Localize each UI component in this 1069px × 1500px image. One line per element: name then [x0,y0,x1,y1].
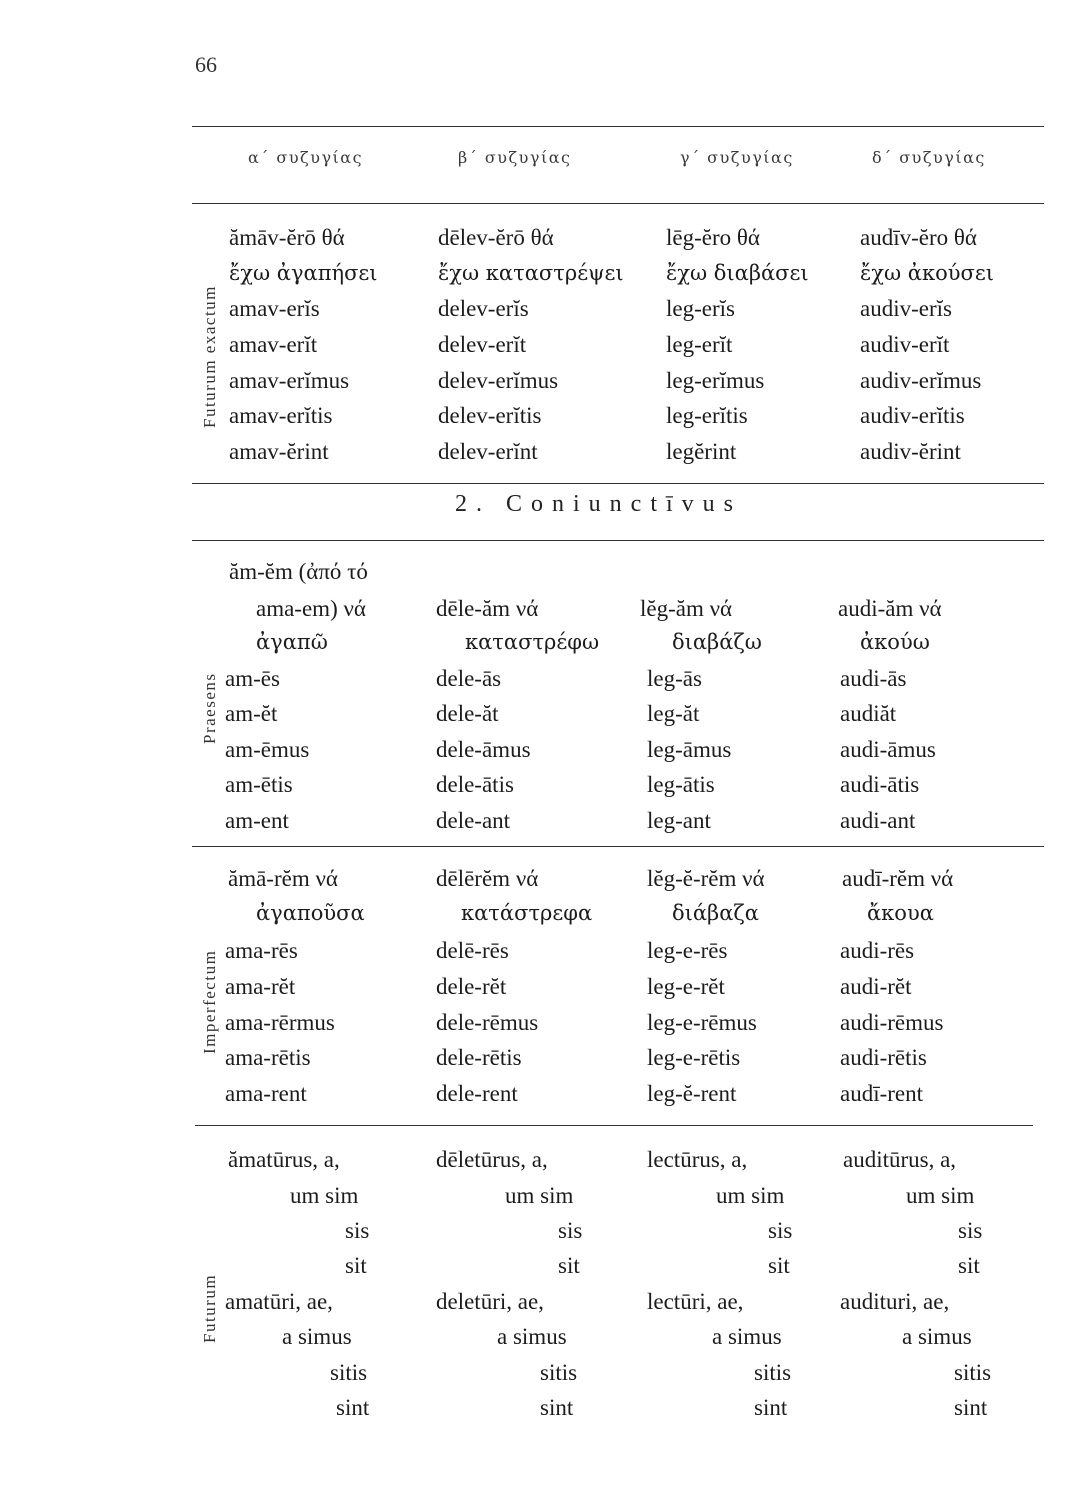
pr-cell: leg-ăt [647,701,700,726]
im-cell: audi-rēmus [840,1010,944,1035]
fu-cell: ămatūrus, a, [228,1147,340,1172]
im-cell: delē-rēs [436,938,509,963]
im-cell: dele-rent [436,1081,518,1106]
im-cell: leg-ĕ-rent [647,1081,737,1106]
pr-cell: audi-ātis [840,772,920,797]
im-cell: lĕg-ĕ-rĕm νά [647,866,765,891]
fe-cell: audiv-erĭt [860,332,950,357]
praesens-rule [192,846,1044,847]
fe-cell: amav-erĭtis [229,403,333,428]
fe-cell: delev-erĭmus [438,368,559,393]
fu-cell: sint [336,1395,370,1420]
fe-cell: leg-erĭtis [666,403,748,428]
fe-cell: ἔχω ἀκούσει [860,261,994,285]
fe-cell: leg-erĭmus [666,368,765,393]
pr-cell: dele-ăt [436,701,499,726]
pr-cell: ἀκούω [860,630,930,654]
pr-cell: dele-ātis [436,772,514,797]
pr-cell: leg-ant [647,808,711,833]
pr-cell: καταστρέφω [465,630,600,654]
column-header-3: γ΄ συζυγίας [680,148,794,167]
im-cell: leg-e-rēmus [647,1010,757,1035]
fu-cell: audituri, ae, [840,1289,950,1314]
fu-cell: sis [345,1218,370,1243]
pr-cell: dele-ant [436,808,511,833]
pr-cell: διαβάζω [672,630,762,654]
pr-cell: leg-āmus [647,737,732,762]
fe-cell: dēlev-ĕrō θά [438,225,554,250]
fe-cell: amav-erĭs [229,296,320,321]
fe-cell: ἔχω ἀγαπήσει [229,261,378,285]
fe-cell: ămāv-ĕrō θά [229,225,345,250]
fu-cell: sit [958,1253,980,1278]
fu-cell: sint [540,1395,574,1420]
column-header-1: α΄ συζυγίας [248,148,364,167]
imperfectum-rule [195,1125,1033,1126]
pr-cell: audi-ăm νά [838,596,942,621]
im-cell: dele-rēmus [436,1010,539,1035]
fe-cell: lēg-ĕro θά [666,225,760,250]
pr-cell: am-ētis [225,772,293,797]
fu-cell: sitis [540,1360,578,1385]
fu-cell: um sim [505,1183,574,1208]
praesens-label: Praesens [200,672,219,744]
fe-cell: ἔχω διαβάσει [666,261,809,285]
fu-cell: sit [558,1253,580,1278]
column-header-2: β΄ συζυγίας [458,148,572,167]
fu-cell: sit [768,1253,790,1278]
fe-cell: legĕrint [666,439,737,464]
im-cell: διάβαζα [672,901,759,925]
pr-cell: am-ent [225,808,289,833]
im-cell: ama-rēs [225,938,298,963]
fu-cell: sis [768,1218,793,1243]
fu-cell: a simus [282,1324,352,1349]
fe-cell: audiv-erĭs [860,296,952,321]
im-cell: audi-rĕt [840,974,912,999]
pr-cell: am-ēs [225,666,280,691]
im-cell: dēlērĕm νά [436,866,539,891]
fu-cell: lectūri, ae, [647,1289,744,1314]
fu-cell: sitis [954,1360,992,1385]
imperfectum-label: Imperfectum [200,949,219,1054]
pr-cell: audi-āmus [840,737,936,762]
fe-cell: audiv-ĕrint [860,439,961,464]
fu-cell: amatūri, ae, [225,1289,333,1314]
fe-cell: leg-erĭt [666,332,733,357]
fe-cell: ἔχω καταστρέψει [438,261,624,285]
fu-cell: sitis [754,1360,792,1385]
fu-cell: a simus [497,1324,567,1349]
pr-cell: am-ĕt [225,701,278,726]
fu-cell: auditūrus, a, [843,1147,957,1172]
fe-cell: amav-erĭt [229,332,318,357]
fu-cell: sis [958,1218,983,1243]
fu-cell: um sim [716,1183,785,1208]
section-rule-bottom [192,540,1044,541]
fu-cell: um sim [906,1183,975,1208]
pr-cell: dēle-ăm νά [436,596,539,621]
section-title: 2. Coniunctīvus [455,491,743,517]
im-cell: leg-e-rētis [647,1045,741,1070]
im-cell: audi-rētis [840,1045,927,1070]
im-cell: audī-rent [840,1081,924,1106]
fu-cell: sint [954,1395,988,1420]
pr-cell: lĕg-ăm νά [640,596,733,621]
futurum-exactum-label: Futurum exactum [200,285,219,428]
fe-cell: amav-erĭmus [229,368,350,393]
fu-cell: a simus [712,1324,782,1349]
im-cell: ἀγαποῦσα [256,901,365,925]
fu-cell: sit [345,1253,367,1278]
im-cell: ama-rērmus [225,1010,335,1035]
pr-cell: am-ēmus [225,737,310,762]
fu-cell: dēletūrus, a, [436,1147,548,1172]
pr-cell: ἀγαπῶ [256,630,328,654]
im-cell: ἄκουα [867,901,934,925]
fu-cell: deletūri, ae, [436,1289,544,1314]
fe-cell: delev-erĭtis [438,403,542,428]
pr-cell: dele-ās [436,666,502,691]
pr-cell: leg-ātis [647,772,715,797]
pr-cell: audiăt [840,701,897,726]
top-rule [192,126,1044,127]
im-cell: audi-rēs [840,938,915,963]
im-cell: κατάστρεφα [461,901,593,925]
futurum-label: Futurum [200,1273,219,1343]
fe-cell: audiv-erĭtis [860,403,965,428]
fe-cell: audiv-erĭmus [860,368,982,393]
column-header-4: δ΄ συζυγίας [872,148,986,167]
pr-cell: leg-ās [647,666,702,691]
fu-cell: um sim [290,1183,359,1208]
section-rule-top [192,483,1044,484]
fe-cell: delev-erĭs [438,296,529,321]
praesens-intro: ăm-ĕm (ἀπό τό [229,559,368,584]
im-cell: audī-rĕm νά [842,866,954,891]
im-cell: ămā-rĕm νά [228,866,338,891]
pr-cell: audi-ās [840,666,907,691]
fu-cell: sint [754,1395,788,1420]
im-cell: ama-rĕt [225,974,296,999]
im-cell: ama-rētis [225,1045,311,1070]
fe-cell: delev-erĭt [438,332,527,357]
im-cell: leg-e-rēs [647,938,728,963]
fu-cell: a simus [902,1324,972,1349]
page-number: 66 [195,52,217,77]
fe-cell: audīv-ĕro θά [860,225,977,250]
im-cell: dele-rĕt [436,974,507,999]
pr-cell: ama-em) νά [256,596,366,621]
fu-cell: sitis [330,1360,368,1385]
fe-cell: leg-erĭs [666,296,735,321]
header-rule [192,203,1044,204]
fe-cell: delev-erĭnt [438,439,538,464]
fu-cell: sis [558,1218,583,1243]
im-cell: dele-rētis [436,1045,522,1070]
fu-cell: lectūrus, a, [647,1147,748,1172]
pr-cell: audi-ant [840,808,916,833]
im-cell: leg-e-rĕt [647,974,725,999]
pr-cell: dele-āmus [436,737,531,762]
fe-cell: amav-ĕrint [229,439,329,464]
im-cell: ama-rent [225,1081,307,1106]
